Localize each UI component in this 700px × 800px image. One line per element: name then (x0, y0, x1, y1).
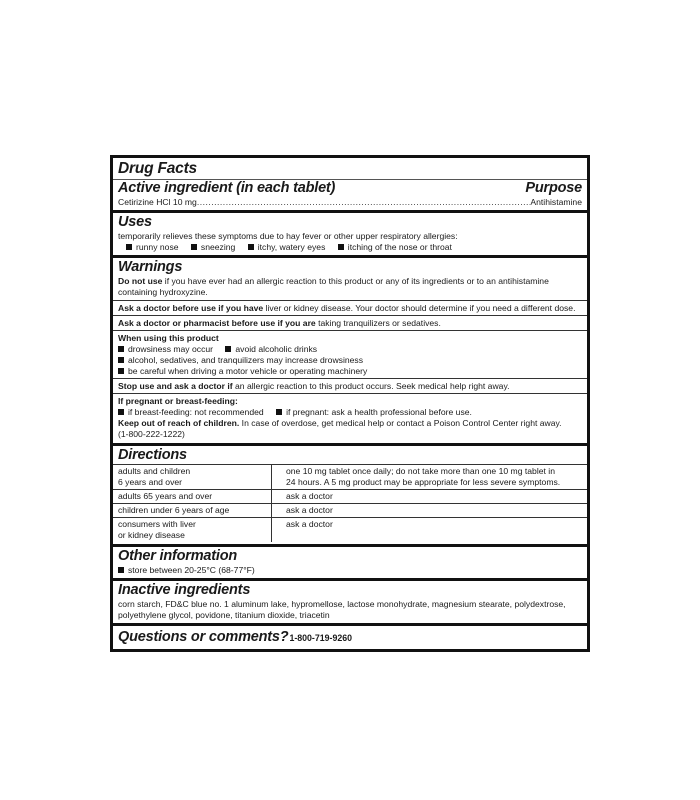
keep-out-of-reach (118, 418, 582, 429)
uses-item: sneezing (191, 242, 235, 252)
bullet-square-icon (118, 567, 124, 573)
ask-pharmacist (113, 315, 587, 330)
pregnant-item: if breast-feeding: not recommended (118, 407, 264, 417)
directions-table (113, 464, 587, 542)
bullet-square-icon (225, 346, 231, 352)
do-not-use (118, 276, 582, 300)
section-inactive-ingredients (113, 578, 587, 623)
uses-list (118, 242, 582, 253)
uses-item: itching of the nose or throat (338, 242, 452, 252)
bullet-square-icon (338, 244, 344, 250)
when-using (113, 330, 587, 378)
stop-use (113, 378, 587, 393)
section-uses (113, 210, 587, 255)
when-using-list (118, 344, 582, 355)
ingredient-row (118, 197, 582, 208)
inactive-ingredients-text: corn starch, FD&C blue no. 1 aluminum lake, hypromellose, lactose monohydrate, magnesium stearate, polydextrose, polyethylene glycol, povidone, titanium dioxide, triacetin (118, 599, 566, 620)
directions-what: ask a doctor (272, 504, 588, 518)
directions-heading: Directions (118, 447, 187, 463)
stop-use-label: Stop use and ask a doctor if (118, 381, 233, 391)
inactive-ingredients-heading: Inactive ingredients (118, 582, 251, 598)
purpose-heading: Purpose (525, 180, 582, 196)
directions-who: consumers with liver or kidney disease (113, 518, 272, 543)
section-directions (113, 443, 587, 544)
ask-doctor-text: liver or kidney disease. Your doctor should determine if you need a different dose. (263, 303, 576, 313)
table-row (113, 518, 587, 543)
other-information-item: store between 20-25°C (68-77°F) (118, 565, 582, 576)
section-questions (113, 623, 587, 649)
other-information-heading: Other information (118, 548, 238, 564)
uses-heading: Uses (118, 214, 152, 230)
uses-item: itchy, watery eyes (248, 242, 326, 252)
drug-facts-title: Drug Facts (118, 160, 197, 177)
section-other-information (113, 544, 587, 578)
keep-out-text: In case of overdose, get medical help or contact a Poison Control Center right away. (239, 418, 562, 428)
table-row (113, 490, 587, 504)
ingredient-name: Cetirizine HCl 10 mg (118, 197, 197, 207)
when-using-item: avoid alcoholic drinks (225, 344, 317, 354)
bullet-square-icon (118, 368, 124, 374)
bullet-square-icon (276, 409, 282, 415)
ask-pharmacist-text: taking tranquilizers or sedatives. (315, 318, 441, 328)
bullet-square-icon (118, 357, 124, 363)
do-not-use-text: if you have ever had an allergic reaction to this product or any of its ingredients or to an antihistamine containing hydroxyzine. (118, 276, 549, 297)
pregnant-heading: If pregnant or breast-feeding: (118, 396, 238, 406)
bullet-square-icon (126, 244, 132, 250)
stop-use-text: an allergic reaction to this product occurs. Seek medical help right away. (232, 381, 510, 391)
table-row (113, 504, 587, 518)
active-ingredient-heading: Active ingredient (in each tablet) (118, 180, 336, 196)
section-active-ingredient (113, 158, 587, 210)
directions-who: children under 6 years of age (113, 504, 272, 518)
when-using-heading: When using this product (118, 333, 219, 343)
uses-intro: temporarily relieves these symptoms due to hay fever or other upper respiratory allergies: (118, 231, 458, 241)
bullet-square-icon (191, 244, 197, 250)
ask-pharmacist-label: Ask a doctor or pharmacist before use if you are (118, 318, 316, 328)
section-warnings (113, 255, 587, 443)
directions-who: adults 65 years and over (113, 490, 272, 504)
ask-doctor (113, 300, 587, 315)
directions-who: adults and children 6 years and over (113, 465, 272, 490)
drug-facts-panel (110, 155, 590, 652)
pregnant-list (118, 407, 582, 418)
do-not-use-label: Do not use (118, 276, 163, 286)
bullet-square-icon (118, 346, 124, 352)
warnings-heading: Warnings (118, 259, 183, 275)
table-row (113, 465, 587, 490)
questions-heading: Questions or comments? (118, 629, 289, 645)
ask-doctor-label: Ask a doctor before use if you have (118, 303, 264, 313)
bullet-square-icon (118, 409, 124, 415)
pregnant-item: if pregnant: ask a health professional before use. (276, 407, 472, 417)
directions-what: one 10 mg tablet once daily; do not take more than one 10 mg tablet in 24 hours. A 5 mg product may be appropriate for less severe symptoms. (272, 465, 588, 490)
ingredient-purpose: Antihistamine (530, 197, 582, 207)
pregnant-breastfeeding (113, 393, 587, 441)
uses-item: runny nose (126, 242, 179, 252)
directions-what: ask a doctor (272, 518, 588, 543)
when-using-item: drowsiness may occur (118, 344, 213, 354)
questions-phone: 1-800-719-9260 (289, 633, 353, 643)
bullet-square-icon (248, 244, 254, 250)
directions-what: ask a doctor (272, 490, 588, 504)
poison-control-phone: (1-800-222-1222) (118, 429, 185, 439)
when-using-item: be careful when driving a motor vehicle or operating machinery (118, 366, 582, 377)
dotted-leader (197, 197, 531, 208)
when-using-item: alcohol, sedatives, and tranquilizers may increase drowsiness (118, 355, 582, 366)
keep-out-label: Keep out of reach of children. (118, 418, 240, 428)
